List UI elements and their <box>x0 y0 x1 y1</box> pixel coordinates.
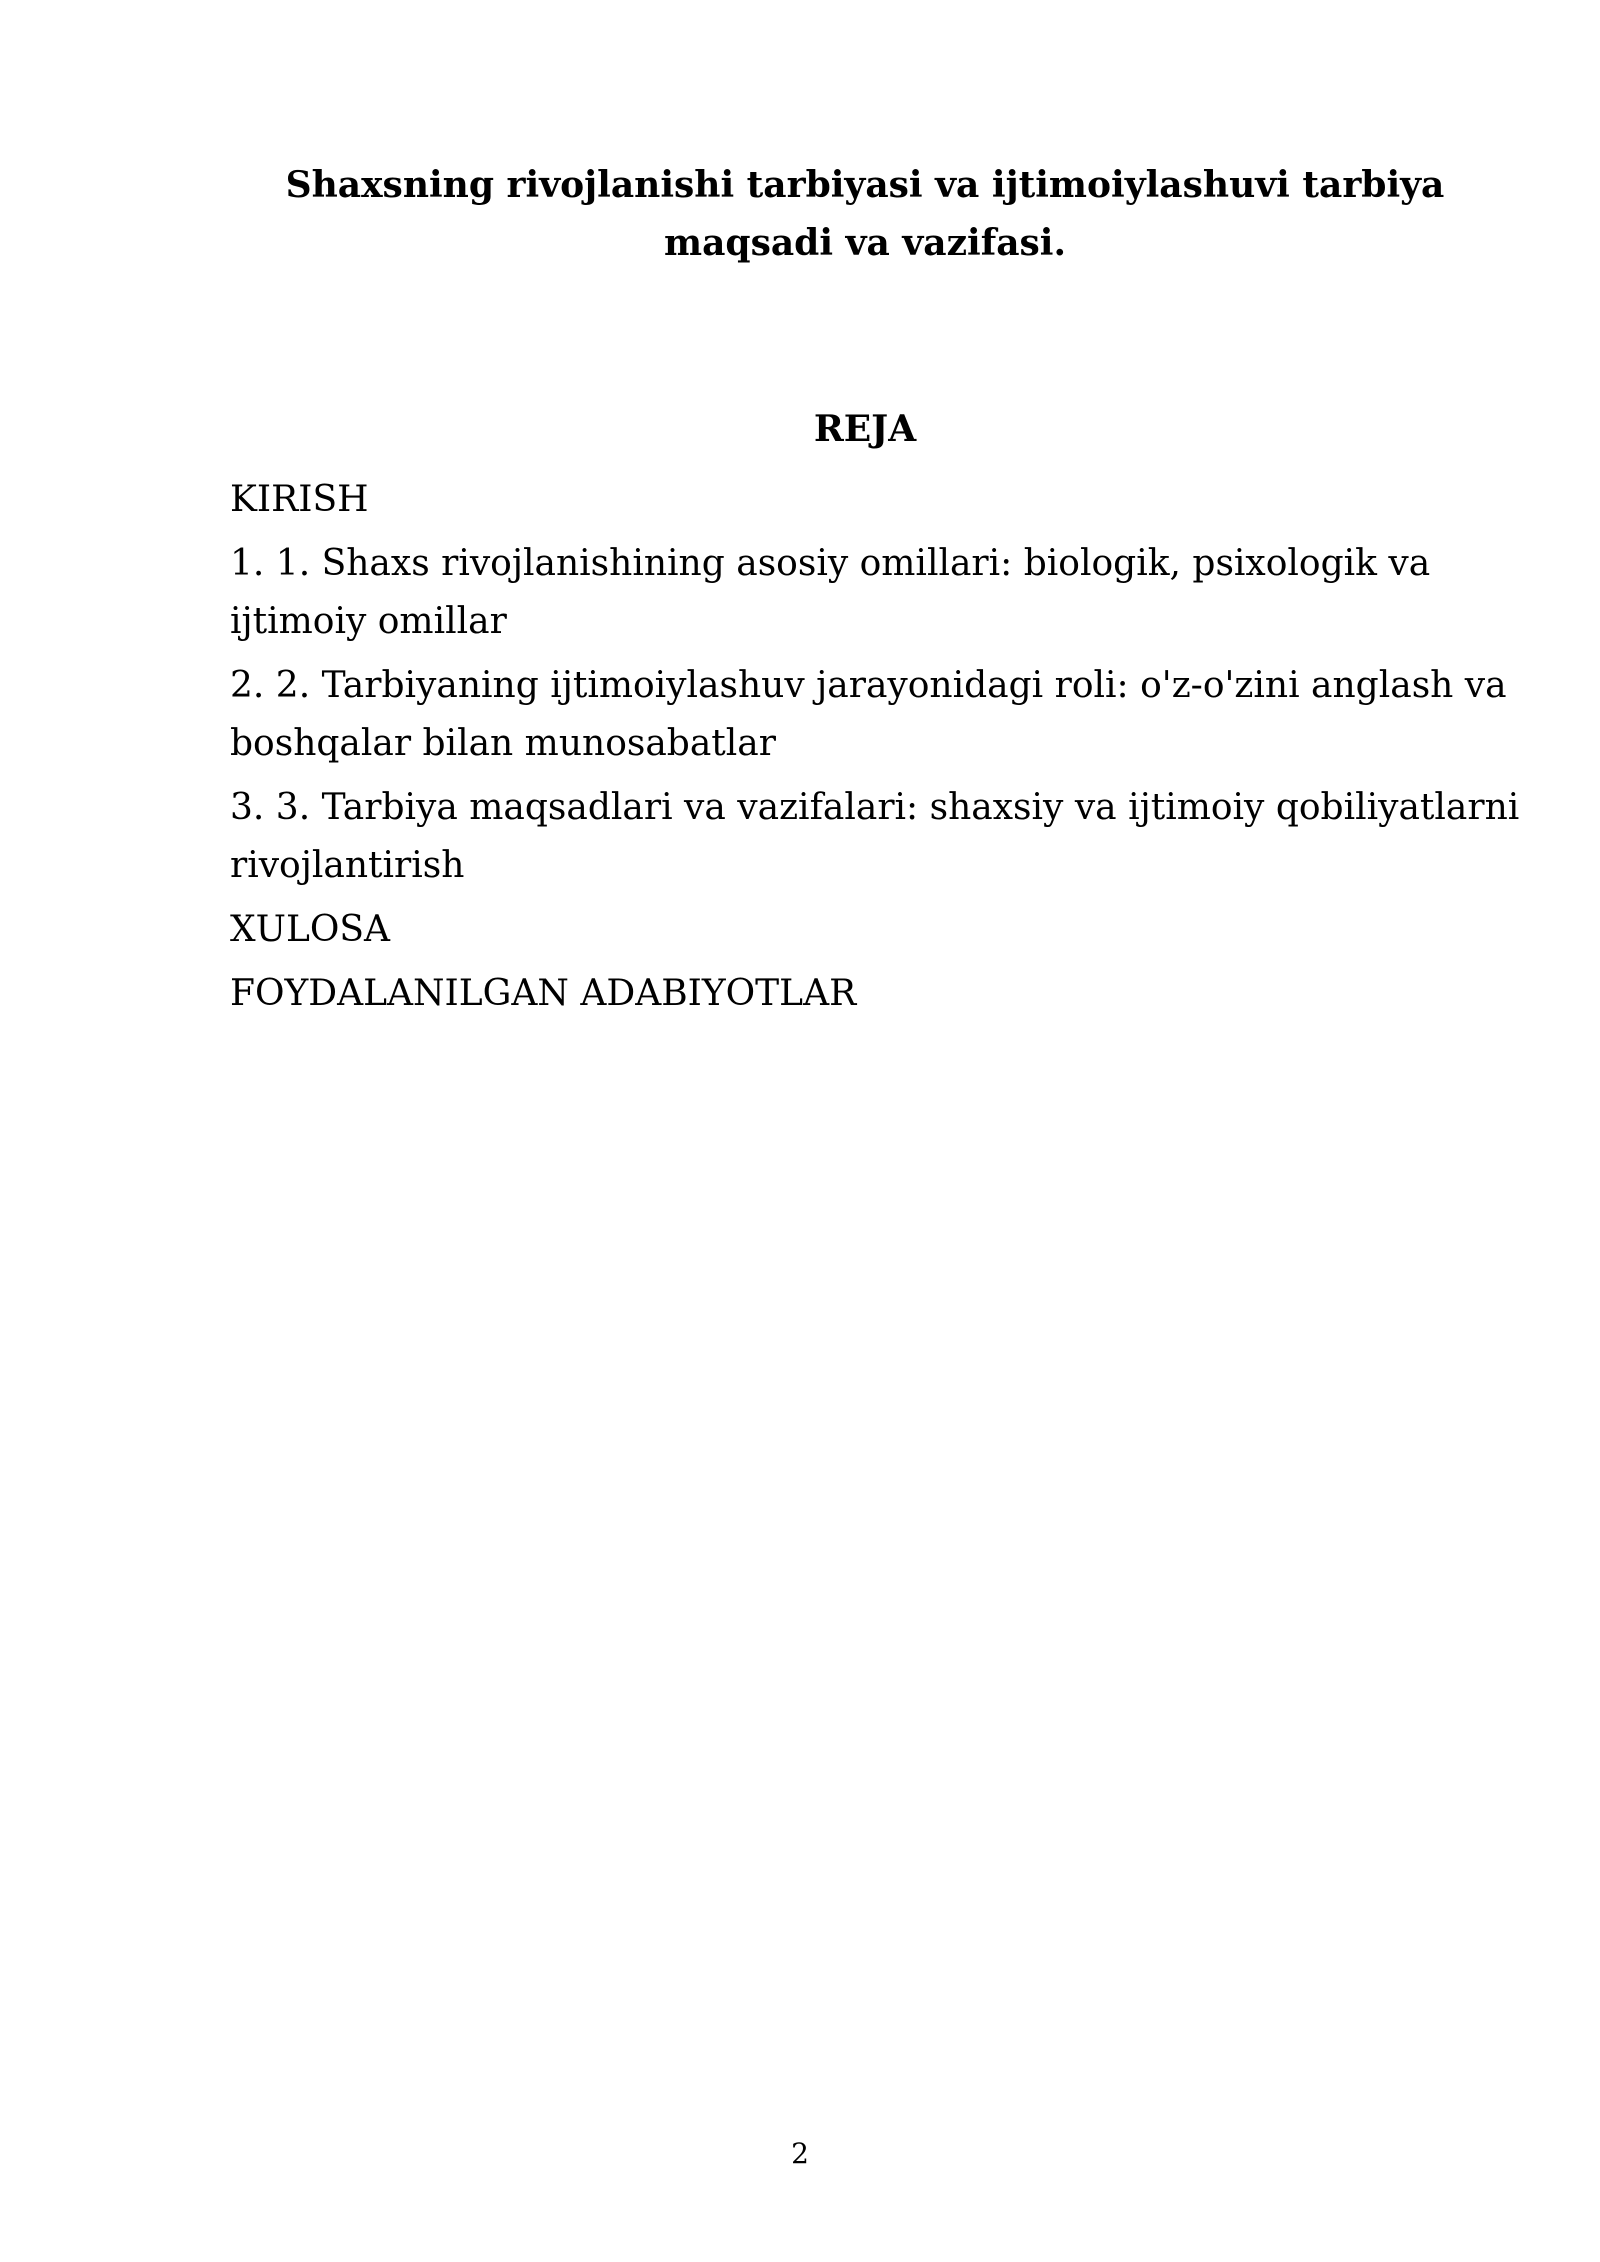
page-number: 2 <box>791 2137 809 2170</box>
document-title <box>230 156 1500 272</box>
plan-item-conclusion: XULOSA <box>230 909 391 950</box>
plan-heading: REJA <box>813 408 917 450</box>
document-title-line-2: maqsadi va vazifasi. <box>664 222 1066 264</box>
plan-item-3: 3. 3. Tarbiya maqsadlari va vazifalari: shaxsiy va ijtimoiy qobiliyatlarni rivojlantirish <box>230 787 1520 886</box>
document-title-line-1: Shaxsning rivojlanishi tarbiyasi va ijtimoiylashuvi tarbiya <box>285 164 1445 206</box>
plan-item-2: 2. 2. Tarbiyaning ijtimoiylashuv jarayonidagi roli: o'z-o'zini anglash va boshqalar bilan munosabatlar <box>230 665 1507 764</box>
plan-list <box>230 471 1530 1029</box>
plan-item-introduction: KIRISH <box>230 479 369 520</box>
plan-item-1: 1. 1. Shaxs rivojlanishining asosiy omillari: biologik, psixologik va ijtimoiy omillar <box>230 543 1431 642</box>
plan-item-references: FOYDALANILGAN ADABIYOTLAR <box>230 973 857 1014</box>
